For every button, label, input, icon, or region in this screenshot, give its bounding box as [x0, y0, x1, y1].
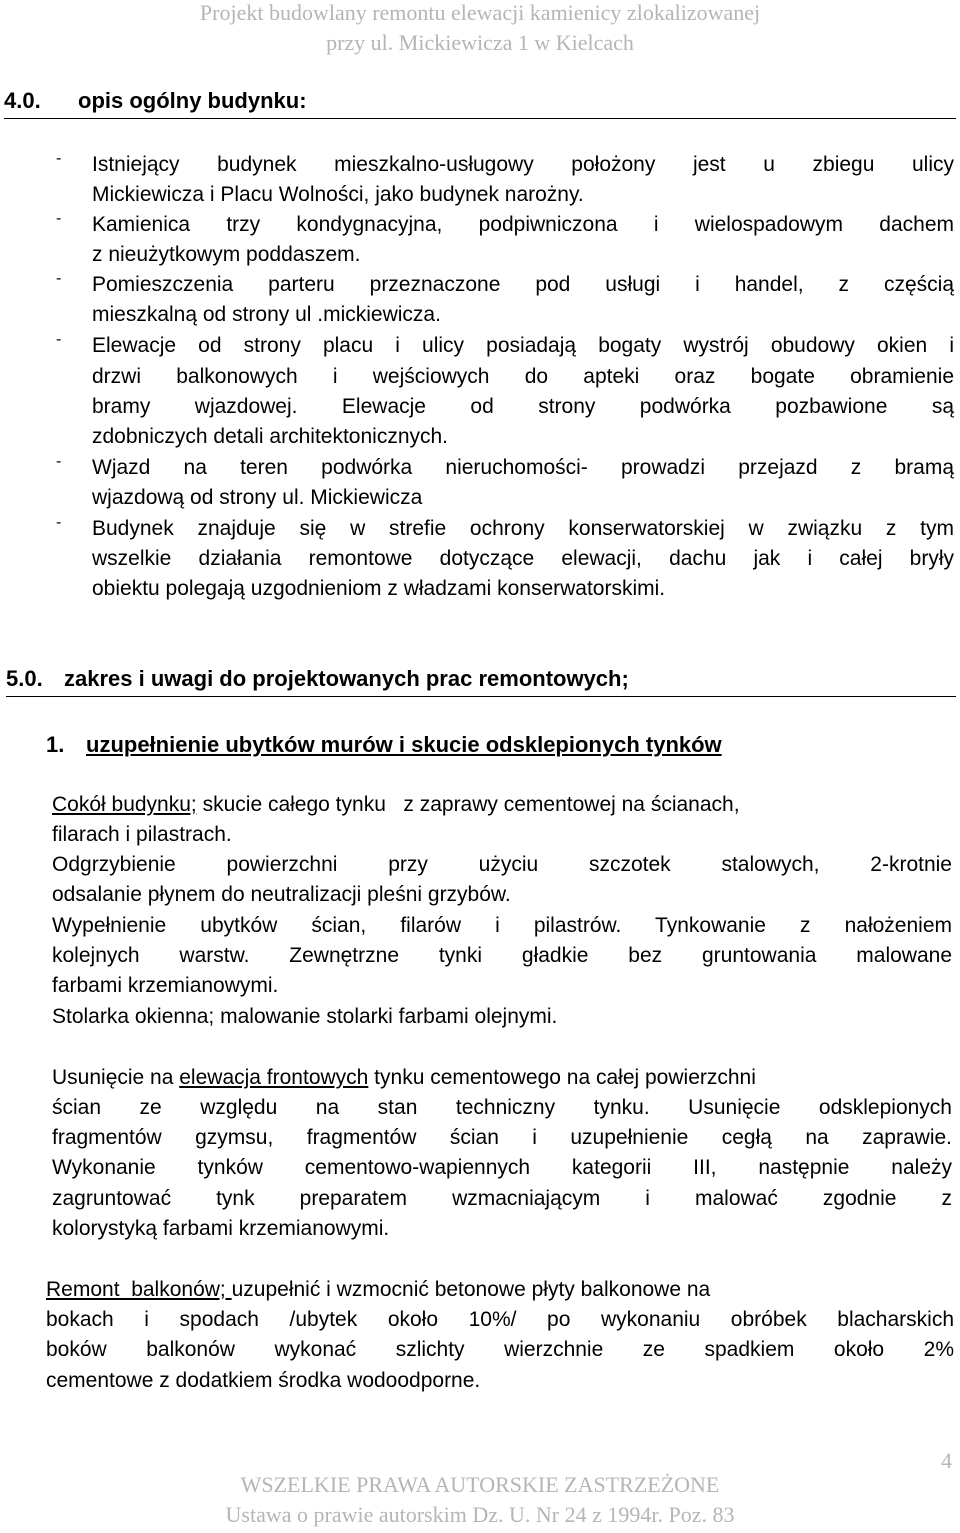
paragraph-line: Odgrzybienie powierzchni przy użyciu szczotek stalowych, 2-krotnie: [52, 853, 952, 876]
paragraph-line: Stolarka okienna; malowanie stolarki farbami olejnymi.: [52, 1005, 558, 1028]
paragraph-text: Usunięcie na: [52, 1066, 180, 1089]
paragraph-line: [52, 790, 952, 820]
item-1-title: uzupełnienie ubytków murów i skucie odsklepionych tynków: [86, 732, 722, 757]
paragraph-line: bokach i spodach /ubytek około 10%/ po wykonaniu obróbek blacharskich: [46, 1308, 954, 1331]
paragraph-text: skucie całego tynku z zaprawy cementowej na ścianach,: [196, 793, 740, 816]
section-4-title: opis ogólny budynku:: [78, 88, 307, 113]
section-4-line: Elewacje od strony placu i ulicy posiadają bogaty wystrój obudowy okien i: [92, 334, 954, 357]
footer-law-reference: Ustawa o prawie autorskim Dz. U. Nr 24 z 1994r. Poz. 83: [225, 1502, 735, 1527]
section-5-number: 5.0.: [6, 666, 43, 691]
bullet-dash: -: [56, 150, 62, 167]
paragraph-line: [52, 1063, 952, 1093]
paragraph-line: odsalanie płynem do neutralizacji pleśni grzybów.: [52, 883, 511, 906]
paragraph-line: Wypełnienie ubytków ścian, filarów i pilastrów. Tynkowanie z nałożeniem: [52, 914, 952, 937]
page-number: 4: [941, 1448, 952, 1473]
paragraph-line: ścian ze względu na stan techniczny tynku. Usunięcie odsklepionych: [52, 1096, 952, 1119]
section-4-line: wszelkie działania remontowe dotyczące elewacji, dachu jak i całej bryły: [92, 547, 954, 570]
section-4-line: mieszkalną od strony ul .mickiewicza.: [92, 303, 441, 326]
section-4-line: bramy wjazdowej. Elewacje od strony podwórka pozbawione są: [92, 395, 954, 418]
paragraph-line: cementowe z dodatkiem środka wodoodporne.: [46, 1369, 481, 1392]
paragraph-text: uzupełnić i wzmocnić betonowe płyty balkonowe na: [231, 1278, 711, 1301]
section-5-title: zakres i uwagi do projektowanych prac remontowych;: [64, 666, 629, 691]
bullet-dash: -: [56, 453, 62, 470]
footer-copyright: WSZELKIE PRAWA AUTORSKIE ZASTRZEŻONE: [240, 1472, 720, 1497]
bullet-dash: -: [56, 514, 62, 531]
paragraph-line: farbami krzemianowymi.: [52, 974, 279, 997]
section-4-line: obiektu polegają uzgodnieniom z władzami konserwatorskimi.: [92, 577, 666, 600]
section-4-line: drzwi balkonowych i wejściowych do apteki oraz bogate obramienie: [92, 365, 954, 388]
bullet-dash: -: [56, 270, 62, 287]
bullet-dash: -: [56, 331, 62, 348]
front-facade-label: elewacja frontowych: [179, 1066, 369, 1089]
section-4-line: Pomieszczenia parteru przeznaczone pod usługi i handel, z częścią: [92, 273, 954, 296]
balconies-label: Remont balkonów;: [46, 1278, 232, 1301]
section-4-line: wjazdową od strony ul. Mickiewicza: [92, 486, 423, 509]
paragraph-line: boków balkonów wykonać szlichty wierzchnie ze spadkiem około 2%: [46, 1338, 954, 1361]
item-1-number: 1.: [46, 732, 65, 757]
paragraph-line: Wykonanie tynków cementowo-wapiennych kategorii III, następnie należy: [52, 1156, 952, 1179]
section-4-line: Wjazd na teren podwórka nieruchomości- prowadzi przejazd z bramą: [92, 456, 954, 479]
section-5-rule: [6, 696, 956, 697]
section-4-line: z nieużytkowym poddaszem.: [92, 243, 361, 266]
paragraph-line: zagruntować tynk preparatem wzmacniającym i malować zgodnie z: [52, 1187, 952, 1210]
paragraph-line: kolejnych warstw. Zewnętrzne tynki gładkie bez gruntowania malowane: [52, 944, 952, 967]
bullet-dash: -: [56, 210, 62, 227]
socle-label: Cokół budynku;: [52, 793, 197, 816]
running-header-line1: Projekt budowlany remontu elewacji kamienicy zlokalizowanej: [199, 0, 761, 25]
paragraph-line: kolorystyką farbami krzemianowymi.: [52, 1217, 390, 1240]
section-4-line: Mickiewicza i Placu Wolności, jako budynek narożny.: [92, 183, 584, 206]
section-4-line: Kamienica trzy kondygnacyjna, podpiwniczona i wielospadowym dachem: [92, 213, 954, 236]
section-4-line: Budynek znajduje się w strefie ochrony konserwatorskiej w związku z tym: [92, 517, 954, 540]
section-4-number: 4.0.: [4, 88, 41, 113]
section-4-line: Istniejący budynek mieszkalno-usługowy położony jest u zbiegu ulicy: [92, 153, 954, 176]
section-4-rule: [4, 118, 956, 119]
paragraph-text: tynku cementowego na całej powierzchni: [368, 1066, 756, 1089]
paragraph-line: [46, 1275, 954, 1305]
paragraph-line: fragmentów gzymsu, fragmentów ścian i uzupełnienie cegłą na zaprawie.: [52, 1126, 952, 1149]
running-header-line2: przy ul. Mickiewicza 1 w Kielcach: [326, 30, 634, 55]
paragraph-line: filarach i pilastrach.: [52, 823, 232, 846]
section-4-line: zdobniczych detali architektonicznych.: [92, 425, 449, 448]
